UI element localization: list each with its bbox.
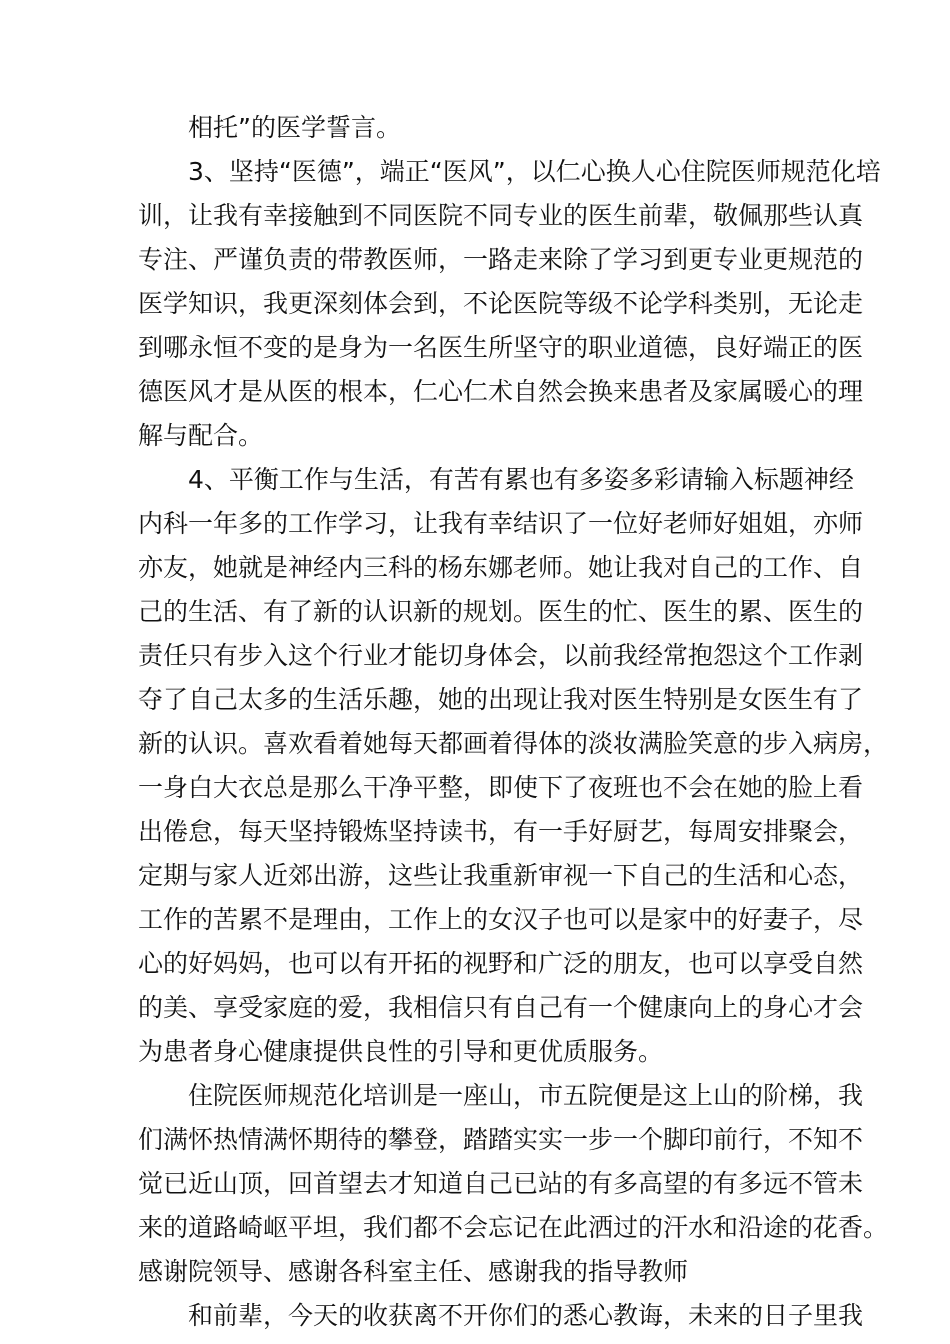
text-line: 训，让我有幸接触到不同医院不同专业的医生前辈，敬佩那些认真	[138, 201, 864, 230]
text-line: 解与配合。	[138, 421, 264, 450]
text-line: 定期与家人近郊出游，这些让我重新审视一下自己的生活和心态，	[138, 861, 864, 890]
text-line: 工作的苦累不是理由，工作上的女汉子也可以是家中的好妻子，尽	[138, 905, 864, 934]
text-line: 心的好妈妈，也可以有开拓的视野和广泛的朋友，也可以享受自然	[138, 949, 864, 978]
text-line: 亦友，她就是神经内三科的杨东娜老师。她让我对自己的工作、自	[138, 553, 864, 582]
text-line: 住院医师规范化培训是一座山，市五院便是这上山的阶梯，我	[188, 1081, 864, 1110]
text-line: 的美、享受家庭的爱，我相信只有自己有一个健康向上的身心才会	[138, 993, 864, 1022]
text-line: 新的认识。喜欢看着她每天都画着得体的淡妆满脸笑意的步入病房，	[138, 729, 889, 758]
text-line: 4、平衡工作与生活，有苦有累也有多姿多彩请输入标题神经	[188, 465, 854, 494]
text-line: 己的生活、有了新的认识新的规划。医生的忙、医生的累、医生的	[138, 597, 864, 626]
text-line: 责任只有步入这个行业才能切身体会，以前我经常抱怨这个工作剥	[138, 641, 864, 670]
text-line: 们满怀热情满怀期待的攀登，踏踏实实一步一个脚印前行，不知不	[138, 1125, 864, 1154]
text-line: 专注、严谨负责的带教医师，一路走来除了学习到更专业更规范的	[138, 245, 864, 274]
text-line: 出倦怠，每天坚持锻炼坚持读书，有一手好厨艺，每周安排聚会，	[138, 817, 864, 846]
text-line: 觉已近山顶，回首望去才知道自己已站的有多高望的有多远不管未	[138, 1169, 864, 1198]
text-line: 为患者身心健康提供良性的引导和更优质服务。	[138, 1037, 664, 1066]
text-line: 3、坚持“医德”，端正“医风”，以仁心换人心住院医师规范化培	[188, 157, 881, 186]
text-line: 感谢院领导、感谢各科室主任、感谢我的指导教师	[138, 1257, 689, 1286]
text-line: 一身白大衣总是那么干净平整，即使下了夜班也不会在她的脸上看	[138, 773, 864, 802]
text-line: 相托”的医学誓言。	[188, 113, 401, 142]
text-line: 和前辈，今天的收获离不开你们的悉心教诲，未来的日子里我	[188, 1301, 864, 1330]
text-line: 到哪永恒不变的是身为一名医生所坚守的职业道德，良好端正的医	[138, 333, 864, 362]
text-line: 医学知识，我更深刻体会到，不论医院等级不论学科类别，无论走	[138, 289, 864, 318]
text-line: 来的道路崎岖平坦，我们都不会忘记在此洒过的汗水和沿途的花香。	[138, 1213, 889, 1242]
text-line: 夺了自己太多的生活乐趣，她的出现让我对医生特别是女医生有了	[138, 685, 864, 714]
text-line: 德医风才是从医的根本，仁心仁术自然会换来患者及家属暖心的理	[138, 377, 864, 406]
text-line: 内科一年多的工作学习，让我有幸结识了一位好老师好姐姐，亦师	[138, 509, 864, 538]
